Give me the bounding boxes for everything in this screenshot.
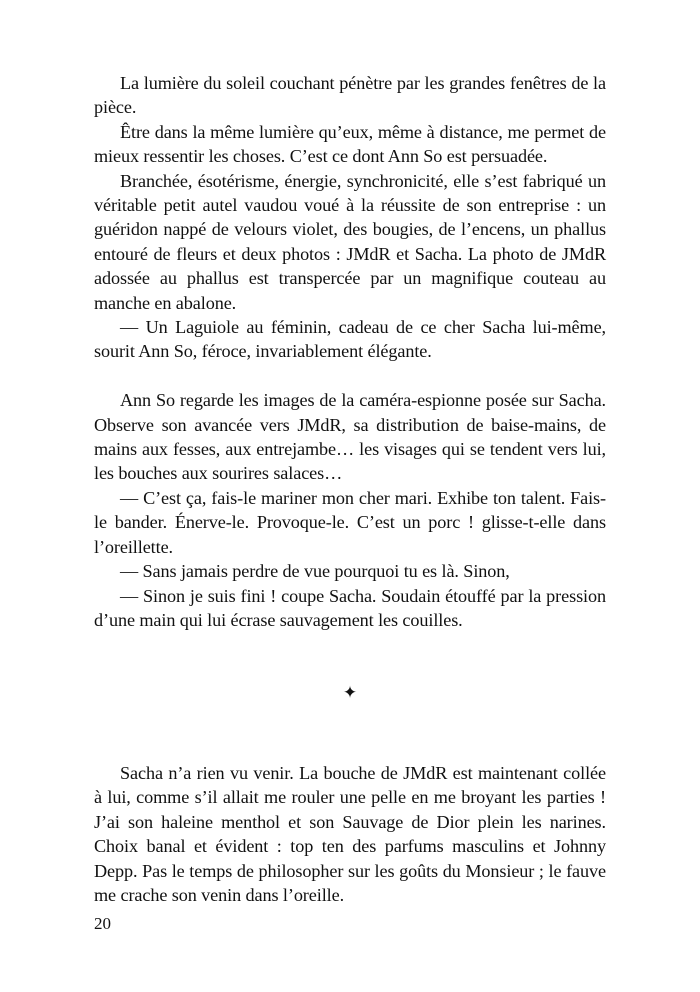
page-body-continued — [94, 761, 606, 907]
paragraph: Ann So regarde les images de la caméra-espionne posée sur Sacha. Observe son avancée vers JMdR, sa distribution de baise-mains, de mains aux fesses, aux entrejambe… les visages qui se tendent vers lui, les bouches aux sourires salaces… — [94, 390, 606, 484]
paragraph: Être dans la même lumière qu’eux, même à distance, me permet de mieux ressentir les choses. C’est ce dont Ann So est persuadée. — [94, 121, 606, 167]
paragraph: — Un Laguiole au féminin, cadeau de ce cher Sacha lui-même, sourit Ann So, féroce, invariablement élégante. — [94, 317, 606, 362]
page-number: 20 — [94, 914, 111, 933]
paragraph: — Sinon je suis fini ! coupe Sacha. Soudain étouffé par la pression d’une main qui lui écrase sauvagement les couilles. — [94, 585, 606, 630]
page-body — [94, 71, 606, 632]
paragraph: Branchée, ésotérisme, énergie, synchronicité, elle s’est fabriqué un véritable petit autel vaudou voué à la réussite de son entreprise : un guéridon nappé de velours violet, des bougies, de l’encens, un phallus entouré de fleurs et deux photos : JMdR et Sacha. La photo de JMdR adossée au phallus est transpercée par un magnifique couteau au manche en abalone. — [94, 170, 606, 313]
paragraph: — Sans jamais perdre de vue pourquoi tu es là. Sinon, — [120, 561, 510, 582]
paragraph: La lumière du soleil couchant pénètre par les grandes fenêtres de la pièce. — [94, 73, 606, 118]
paragraph: — C’est ça, fais-le mariner mon cher mari. Exhibe ton talent. Fais-le bander. Énerve-le. Provoque-le. C’est un porc ! glisse-t-elle dans l’oreillette. — [94, 487, 606, 557]
section-gap — [94, 364, 606, 388]
paragraph: Sacha n’a rien vu venir. La bouche de JMdR est maintenant collée à lui, comme s’il allait me rouler une pelle en me broyant les parties ! J’ai son haleine menthol et son Sauvage de Dior plein les narines. Choix banal et évident : top ten des parfums masculins et Johnny Depp. Pas le temps de philosopher sur les goûts du Monsieur ; le fauve me crache son venin dans l’oreille. — [94, 763, 606, 906]
section-separator-icon: ✦ — [342, 683, 358, 703]
